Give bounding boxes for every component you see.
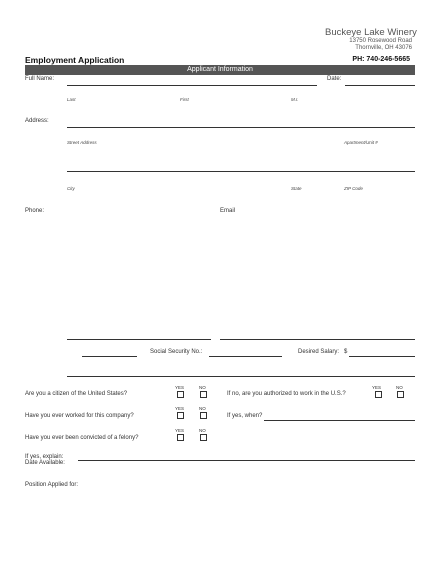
authorized-no-caption: NO	[396, 385, 403, 390]
street-address-field[interactable]	[67, 127, 415, 128]
explain-field[interactable]	[78, 460, 415, 461]
felony-yes-checkbox[interactable]	[177, 434, 184, 441]
citizen-no-checkbox[interactable]	[200, 391, 207, 398]
worked-yes-checkbox[interactable]	[177, 412, 184, 419]
city-caption: City	[67, 186, 75, 191]
citizen-yes-caption: YES	[175, 385, 185, 390]
authorized-question: If no, are you authorized to work in the U.S.?	[227, 391, 346, 397]
last-name-caption: Last	[67, 97, 76, 102]
blank-field[interactable]	[82, 356, 137, 357]
street-address-caption: Street Address	[67, 140, 97, 145]
felony-no-caption: NO	[199, 428, 206, 433]
worked-no-caption: NO	[199, 406, 206, 411]
authorized-yes-checkbox[interactable]	[375, 391, 382, 398]
address-label: Address:	[25, 118, 49, 124]
apartment-caption: Apartment/Unit #	[344, 140, 378, 145]
felony-question: Have you ever been convicted of a felony?	[25, 435, 139, 441]
desired-salary-field[interactable]	[349, 356, 415, 357]
state-caption: State	[291, 186, 302, 191]
ssn-field[interactable]	[209, 356, 282, 357]
full-name-field[interactable]	[67, 85, 317, 86]
full-name-label: Full Name:	[25, 76, 55, 82]
position-applied-label: Position Applied for:	[25, 482, 79, 488]
date-label: Date:	[327, 76, 342, 82]
worked-yes-caption: YES	[175, 406, 185, 411]
worked-no-checkbox[interactable]	[200, 412, 207, 419]
section-header-applicant-info: Applicant Information	[25, 65, 415, 75]
if-yes-explain-label: If yes, explain:	[25, 454, 64, 460]
felony-no-checkbox[interactable]	[200, 434, 207, 441]
company-name: Buckeye Lake Winery	[325, 27, 417, 38]
authorized-yes-caption: YES	[372, 385, 382, 390]
company-city: Thornville, OH 43076	[355, 45, 412, 51]
dollar-sign: $	[344, 349, 348, 355]
zip-caption: ZIP Code	[344, 186, 363, 191]
form-title: Employment Application	[25, 55, 125, 65]
felony-yes-caption: YES	[175, 428, 185, 433]
ssn-label: Social Security No.:	[150, 349, 203, 355]
first-name-caption: First	[180, 97, 189, 102]
phone-label: Phone:	[25, 208, 45, 214]
middle-initial-caption: M.I.	[291, 97, 299, 102]
if-yes-when-label: If yes, when?	[227, 413, 263, 419]
email-field[interactable]	[220, 339, 415, 340]
email-label: Email	[220, 208, 236, 214]
date-field[interactable]	[345, 85, 415, 86]
company-phone: PH: 740-246-5665	[352, 56, 410, 63]
citizen-question: Are you a citizen of the United States?	[25, 391, 128, 397]
if-yes-when-field[interactable]	[264, 420, 415, 421]
company-street: 13750 Rosewood Road	[349, 38, 412, 44]
citizen-no-caption: NO	[199, 385, 206, 390]
separator-line	[67, 376, 415, 377]
phone-field[interactable]	[67, 339, 211, 340]
city-state-zip-field[interactable]	[67, 171, 415, 172]
desired-salary-label: Desired Salary:	[298, 349, 340, 355]
worked-question: Have you ever worked for this company?	[25, 413, 134, 419]
citizen-yes-checkbox[interactable]	[177, 391, 184, 398]
date-available-label: Date Available:	[25, 460, 65, 466]
authorized-no-checkbox[interactable]	[397, 391, 404, 398]
